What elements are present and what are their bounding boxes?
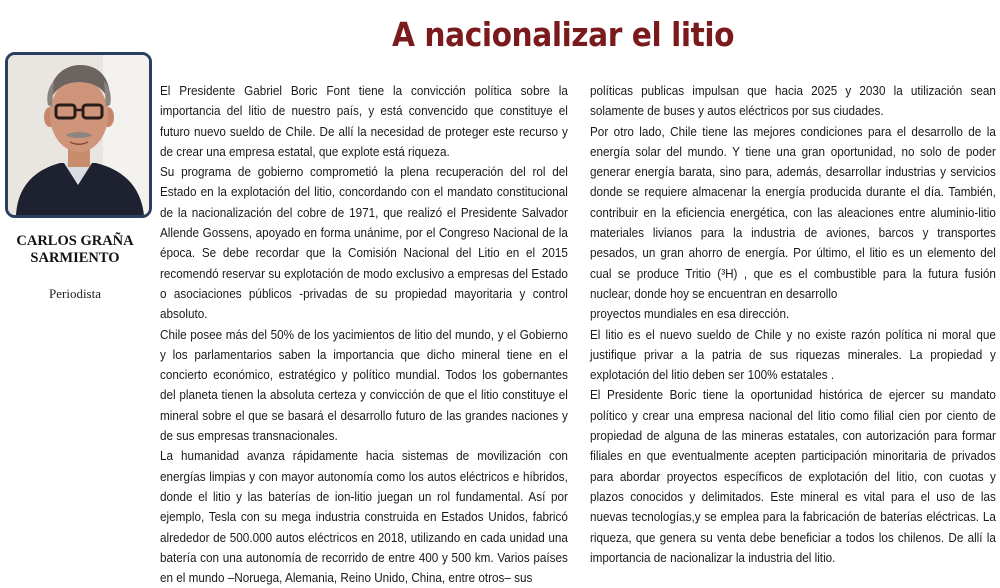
paragraph: El litio es el nuevo sueldo de Chile y no existe razón política ni moral que justifique privar a la patria de sus riquezas minerales. La propiedad y explotación del litio deben ser 100% estatales . [590, 327, 996, 383]
author-portrait-illustration [8, 55, 149, 215]
article-headline: A nacionalizar el litio [392, 15, 735, 54]
author-name-line1: CARLOS GRAÑA [16, 233, 134, 249]
paragraph: La humanidad avanza rápidamente hacia sistemas de movilización con energías limpias y con mayor autonomía como los autos eléctricos e híbridos, donde el litio y las baterías de ion-litio juegan un rol fundamental. Así por ejemplo, Tesla con su mega industria construida en Estados Unidos, fabricó alrededor de 500.000 autos eléctricos en 2018, utilizando en cada unidad una batería con una autonomía de recorrido de entre 400 y 500 km. Varios países en el mundo –Noruega, Alemania, Reino Unido, China, entre otros– sus [160, 449, 568, 586]
author-name [0, 233, 150, 267]
paragraph: Por otro lado, Chile tiene las mejores condiciones para el desarrollo de la energía solar del mundo. Y tiene una gran oportunidad, no solo de poder generar energía barata, sino para, además, desarrollar industrias y servicios donde se requiere almacenar la energía producida durante el día. También, contribuir en la eficiencia energética, con las aleaciones entre aluminio-litio materiales livianos para la industria de aviones, barcos y transportes pesados, un gran ahorro de energía. Por último, el litio es un elemento del cual se produce Tritio (³H) , que es el combustible para la futura fusión nuclear, donde hoy se encuentran en desarrollo [590, 124, 996, 301]
paragraph: Su programa de gobierno comprometió la plena recuperación del rol del Estado en la explotación del litio, concordando con el mandato constitucional de la nacionalización del cobre de 1971, que realizó el Presidente Salvador Allende Gossens, apoyado en forma unánime, por el Congreso Nacional de la época. Se debe recordar que la Comisión Nacional del Litio en el 2015 recomendó reservar su explotación de modo exclusivo a empresas del Estado o asociaciones públicos -privadas de su propiedad mayoritaria y control absoluto. [160, 165, 568, 322]
author-role: Periodista [49, 286, 101, 301]
author-photo [5, 52, 152, 218]
article-column-left [160, 81, 568, 588]
paragraph: El Presidente Boric tiene la oportunidad histórica de ejercer su mandato político y crear una empresa nacional del litio como filial cien por ciento de propiedad de alguna de las mineras estatales, con autorización para formar filiales en que eventualmente acepten participación minoritaria de privados para abordar proyectos específicos de explotación del litio, con cuotas y plazos conocidos y delimitados. Este mineral es vital para el uso de las nuevas tecnologías,y se emplea para la fabricación de baterías eléctricas. La riqueza, que genera su venta debe beneficiar a todos los chilenos. De allí la importancia de nacionalizar la industria del litio. [590, 388, 996, 565]
paragraph: El Presidente Gabriel Boric Font tiene la convicción política sobre la importancia del litio de nuestro país, y está convencido que constituye el futuro nuevo sueldo de Chile. De allí la necesidad de proteger este recurso y de crear una empresa estatal, que explote está riqueza. [160, 84, 568, 159]
article-column-right [590, 81, 996, 568]
paragraph: proyectos mundiales en esa dirección. [590, 307, 790, 322]
paragraph: Chile posee más del 50% de los yacimientos de litio del mundo, y el Gobierno y los parlamentarios saben la importancia que dicho mineral tiene en el concierto económico, estratégico y político mundial. Todos los gobernantes del planeta tienen la absoluta certeza y convicción de que el litio constituye el mineral sobre el que se basará el desarrollo futuro de las grandes naciones y de sus empresas transnacionales. [160, 327, 568, 444]
paragraph: políticas publicas impulsan que hacia 2025 y 2030 la utilización sean solamente de buses y autos eléctricos por sus ciudades. [590, 84, 996, 119]
author-name-line2: SARMIENTO [30, 250, 120, 266]
